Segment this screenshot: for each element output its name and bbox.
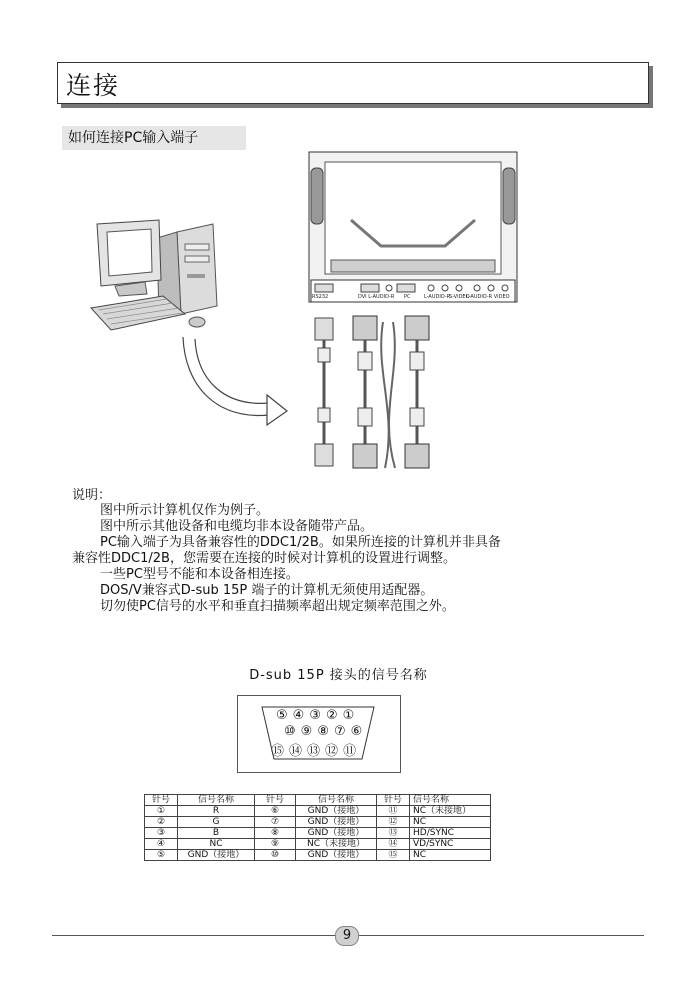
- table-cell: GND（接地）: [178, 850, 255, 861]
- table-cell: GND（接地）: [296, 817, 377, 828]
- tv-back-panel: [305, 150, 525, 306]
- table-row: [145, 817, 491, 828]
- table-header-cell: 信号名称: [296, 795, 377, 806]
- table-cell: GND（接地）: [296, 828, 377, 839]
- table-cell: ⑥: [255, 806, 296, 817]
- table-cell: G: [178, 817, 255, 828]
- table-cell: R: [178, 806, 255, 817]
- table-cell: ⑪: [377, 806, 410, 817]
- cables-illustration: [305, 312, 445, 474]
- pin-row-middle: [284, 724, 367, 739]
- connector-diagram-title: D-sub 15P 接头的信号名称: [249, 668, 428, 683]
- table-row: [145, 839, 491, 850]
- pin-label: ③: [309, 708, 326, 723]
- pin-signal-table: [144, 794, 491, 861]
- note-line: DOS/V兼容式D-sub 15P 端子的计算机无须使用适配器。: [100, 583, 434, 598]
- table-cell: VD/SYNC: [410, 839, 491, 850]
- pin-label: ⑪: [343, 744, 362, 759]
- note-line: 兼容性DDC1/2B，您需要在连接的时候对计算机的设置进行调整。: [72, 551, 456, 566]
- pin-label: ⑦: [333, 724, 351, 739]
- table-row: [145, 828, 491, 839]
- table-cell: GND（接地）: [296, 850, 377, 861]
- table-cell: ⑧: [255, 828, 296, 839]
- section-title: 如何连接PC输入端子: [62, 126, 246, 150]
- pin-label: ⑬: [307, 744, 326, 759]
- pin-label: ⑫: [325, 744, 344, 759]
- table-header-cell: 信号名称: [410, 795, 491, 806]
- note-line: 图中所示计算机仅作为例子。: [100, 503, 270, 518]
- table-cell: NC: [178, 839, 255, 850]
- table-cell: ⑤: [145, 850, 178, 861]
- table-cell: ②: [145, 817, 178, 828]
- label-l-audio-r-video: L-AUDIO-R VIDEO: [466, 294, 510, 300]
- table-cell: ④: [145, 839, 178, 850]
- table-cell: ⑫: [377, 817, 410, 828]
- pin-label: ②: [325, 708, 343, 723]
- pin-label: ④: [292, 708, 310, 723]
- pin-label: ⑩: [284, 724, 301, 739]
- table-cell: ⑭: [377, 839, 410, 850]
- header-box: [57, 62, 649, 104]
- table-cell: ⑩: [255, 850, 296, 861]
- page-title: 连接: [66, 71, 121, 100]
- pin-label: ⑥: [350, 724, 368, 739]
- label-rs232: RS232: [312, 294, 329, 300]
- pin-label: ⑤: [276, 708, 293, 723]
- table-header-cell: 针号: [377, 795, 410, 806]
- label-pc: PC: [404, 294, 411, 300]
- label-l-audio-r: L-AUDIO-R: [424, 294, 451, 300]
- table-row: [145, 850, 491, 861]
- pin-label: ①: [342, 708, 360, 723]
- table-cell: NC（未接地）: [410, 806, 491, 817]
- table-cell: ③: [145, 828, 178, 839]
- notes-heading: 说明：: [72, 488, 112, 503]
- computer-illustration: [85, 210, 225, 340]
- note-line: 一些PC型号不能和本设备相连接。: [100, 567, 299, 582]
- table-header-cell: 针号: [255, 795, 296, 806]
- table-cell: ⑬: [377, 828, 410, 839]
- table-cell: B: [178, 828, 255, 839]
- pin-label: ⑨: [300, 724, 318, 739]
- table-cell: HD/SYNC: [410, 828, 491, 839]
- table-cell: GND（接地）: [296, 806, 377, 817]
- note-line: 切勿使PC信号的水平和垂直扫描频率超出规定频率范围之外。: [100, 599, 455, 614]
- table-cell: ⑨: [255, 839, 296, 850]
- pin-row-bottom: [271, 740, 361, 759]
- label-dvi-audio: DVI L-AUDIO-R: [358, 294, 395, 300]
- table-cell: ⑦: [255, 817, 296, 828]
- table-header-row: [145, 795, 491, 806]
- pin-label: ⑭: [289, 744, 308, 759]
- table-cell: NC: [410, 817, 491, 828]
- pin-row-top: [276, 708, 359, 723]
- table-cell: NC: [410, 850, 491, 861]
- page-number: 9: [335, 926, 359, 946]
- table-cell: NC（未接地）: [296, 839, 377, 850]
- note-line: 图中所示其他设备和电缆均非本设备随带产品。: [100, 519, 374, 534]
- table-cell: ①: [145, 806, 178, 817]
- table-header-cell: 针号: [145, 795, 178, 806]
- pin-label: ⑧: [317, 724, 334, 739]
- connection-arrow: [175, 335, 295, 435]
- label-svideo: S-VIDEO: [449, 294, 470, 300]
- note-line: PC输入端子为具备兼容性的DDC1/2B。如果所连接的计算机并非具备: [100, 535, 501, 550]
- pin-label: ⑮: [271, 744, 290, 759]
- table-cell: ⑮: [377, 850, 410, 861]
- table-row: [145, 806, 491, 817]
- table-header-cell: 信号名称: [178, 795, 255, 806]
